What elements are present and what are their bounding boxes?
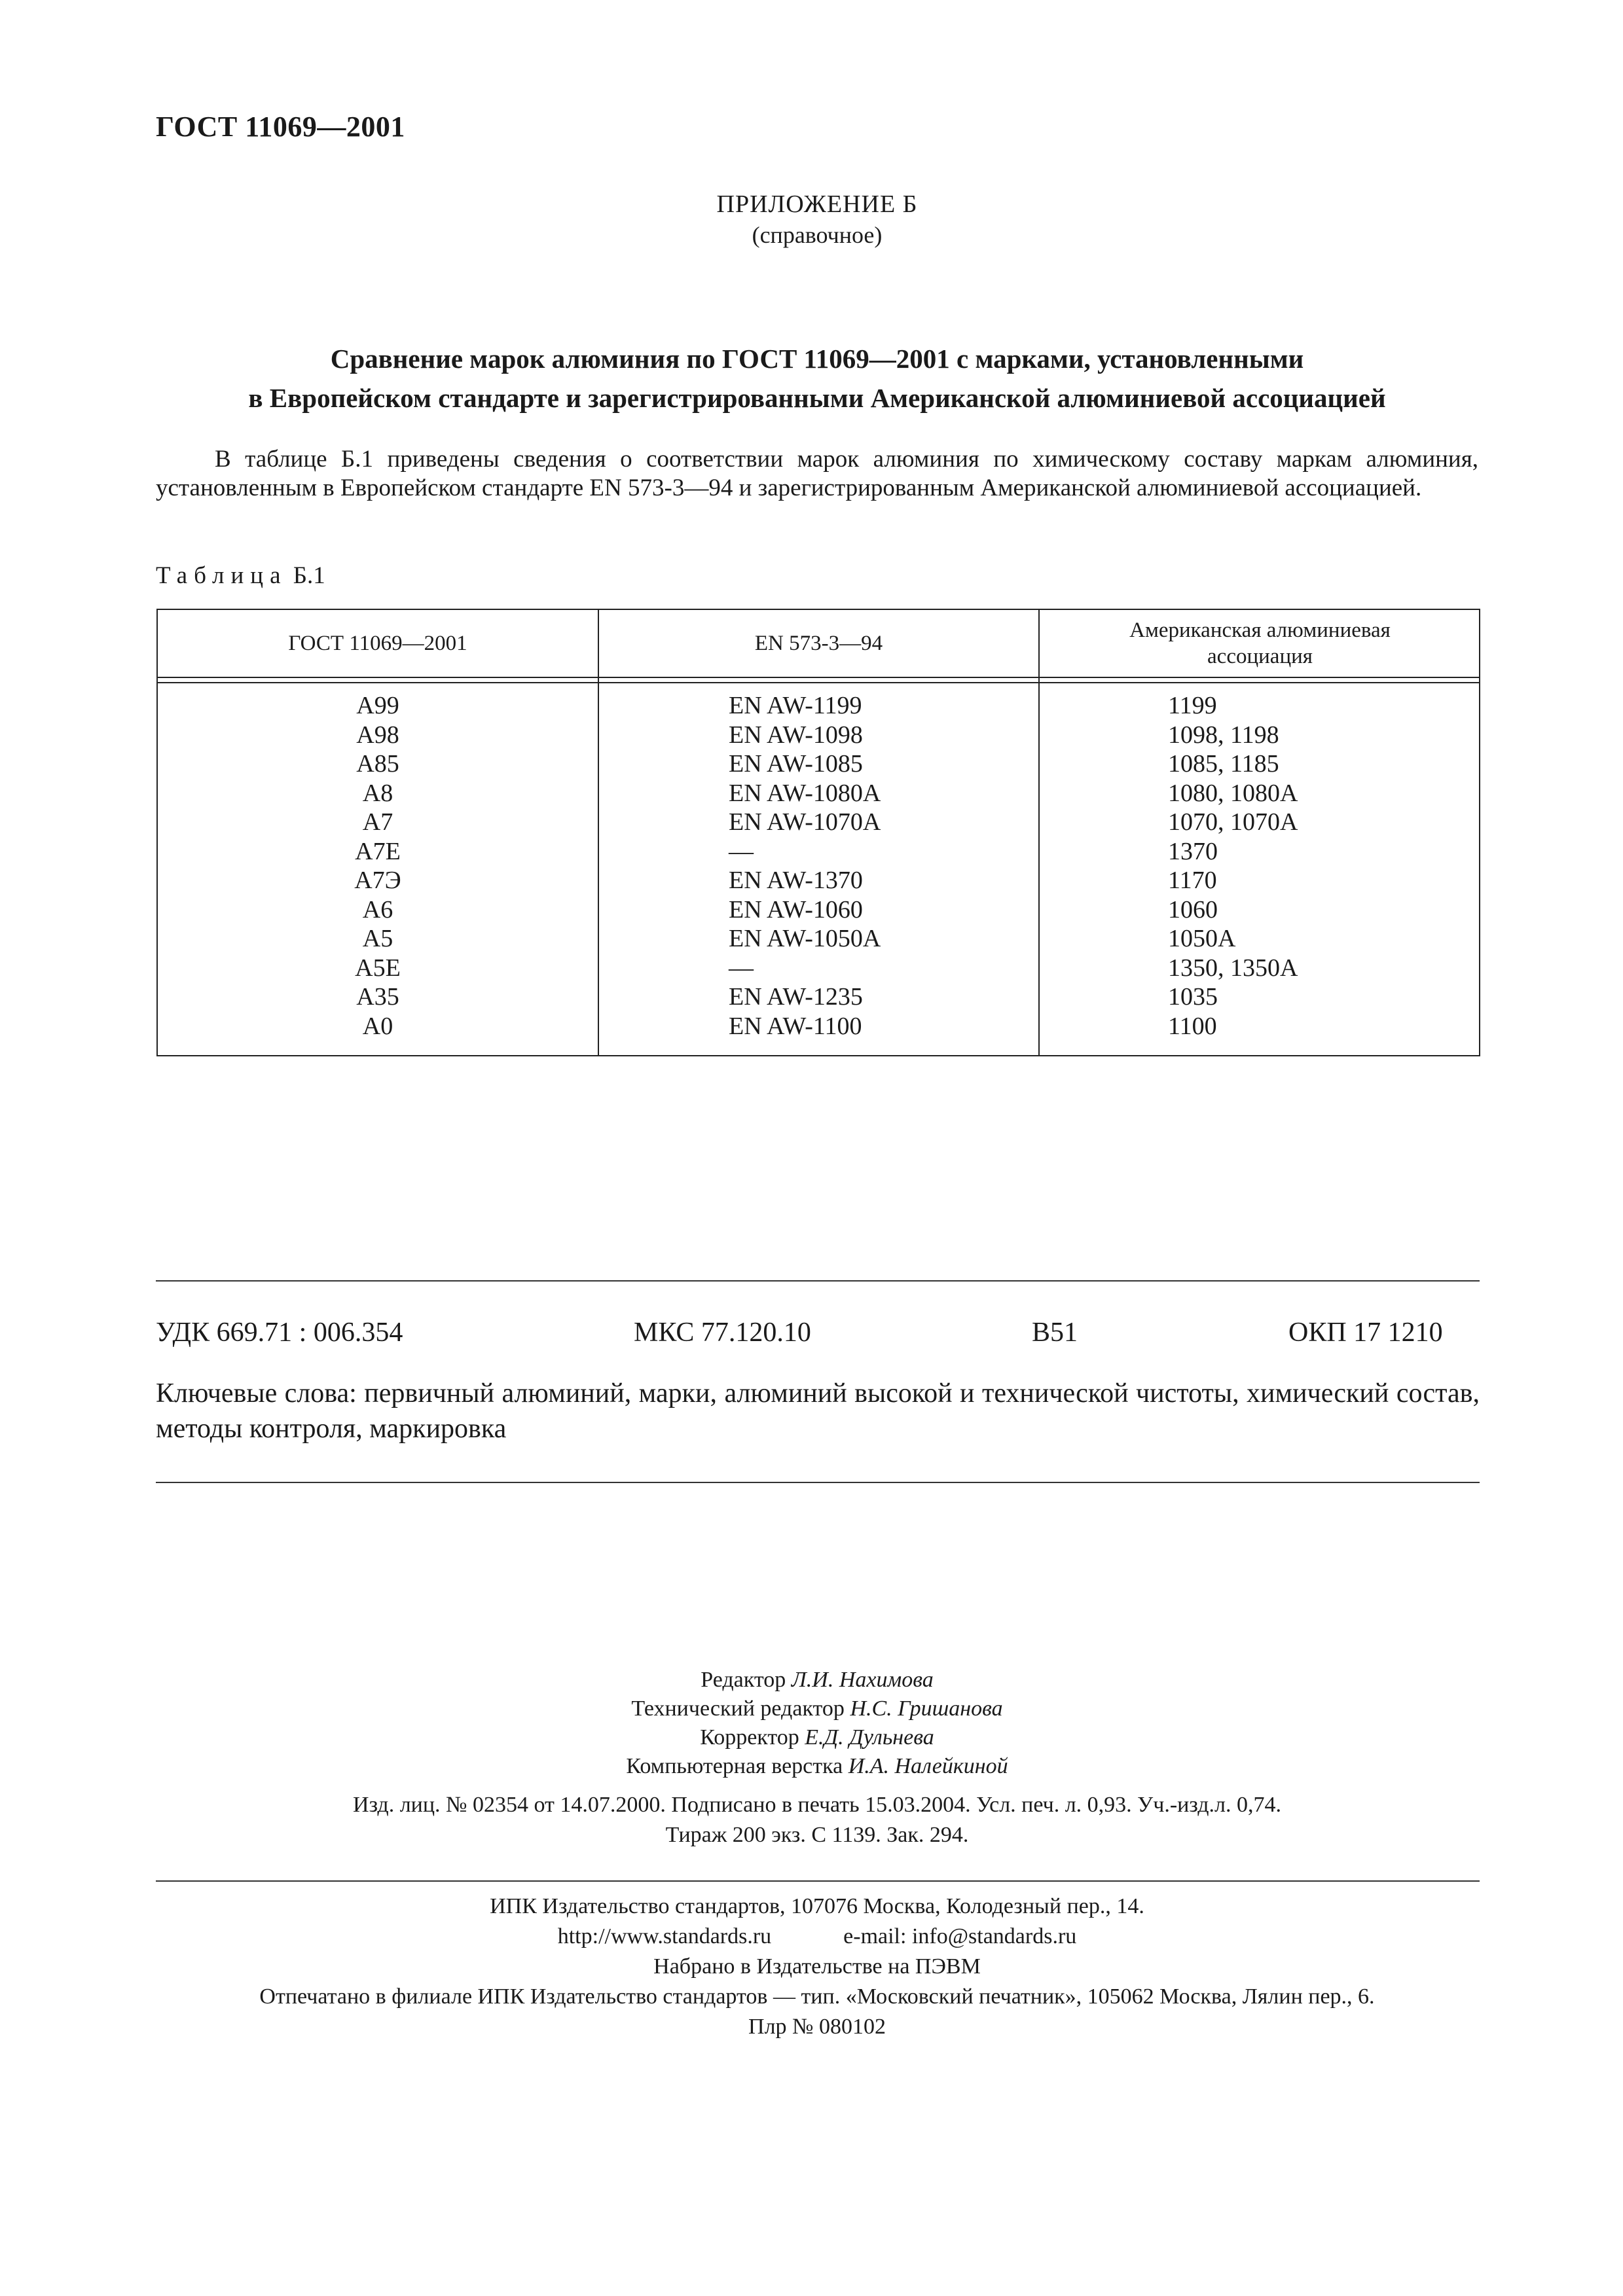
credit-line [156, 1666, 1478, 1695]
table-cell: А6 [362, 895, 393, 924]
table-cell: — [729, 954, 754, 982]
table-cell: 1350, 1350A [1168, 954, 1298, 982]
section-heading-line-1: Сравнение марок алюминия по ГОСТ 11069—2001 с марками, установленными [330, 344, 1304, 374]
table-cell: А0 [362, 1012, 393, 1040]
table-cell: А5Е [355, 954, 401, 982]
publisher-printed: Отпечатано в филиале ИПК Издательство стандартов — тип. «Московский печатник», 105062 Москва, Лялин пер., 6. [259, 1984, 1375, 2009]
table-cell: EN AW-1080A [729, 779, 881, 807]
table-cell: А85 [356, 750, 399, 778]
table-cell: EN AW-1100 [729, 1012, 862, 1040]
table-cell: 1170 [1168, 867, 1217, 894]
publisher-address: ИПК Издательство стандартов, 107076 Москва, Колодезный пер., 14. [490, 1894, 1144, 1918]
credit-role: Редактор [701, 1668, 786, 1692]
publisher-website: http://www.standards.ru [557, 1924, 772, 1948]
credit-name: Н.С. Гришанова [850, 1696, 1003, 1721]
group-code: В51 [1032, 1318, 1078, 1348]
table-header-aa [1040, 610, 1480, 677]
table-cell: А7 [362, 808, 393, 836]
credit-line [156, 1752, 1478, 1781]
publisher-block [156, 1892, 1478, 2042]
table-header-rule [158, 677, 1479, 678]
table-header-aa-text: Американская алюминиевая ассоциация [1129, 619, 1391, 668]
credit-name: И.А. Налейкиной [848, 1754, 1008, 1778]
table-column-gost [158, 691, 598, 1041]
table-cell: А99 [356, 692, 399, 719]
table-cell: А35 [356, 983, 399, 1011]
print-info [156, 1790, 1478, 1850]
table-header-gost: ГОСТ 11069—2001 [288, 632, 467, 655]
section-heading [156, 339, 1478, 418]
table-cell: EN AW-1070A [729, 808, 881, 836]
table-header-rule [158, 682, 1479, 683]
credit-line [156, 1723, 1478, 1752]
credit-role: Компьютерная верстка [626, 1754, 843, 1778]
table-cell: EN AW-1235 [729, 983, 863, 1011]
publisher-contacts [156, 1922, 1478, 1952]
table-cell: А98 [356, 721, 399, 749]
publisher-typeset: Набрано в Издательстве на ПЭВМ [653, 1954, 981, 1979]
table-caption [156, 562, 325, 590]
keywords: Ключевые слова: первичный алюминий, марки, алюминий высокой и технической чистоты, химический состав, методы контроля, маркировка [156, 1378, 1480, 1444]
table-caption-number: Б.1 [293, 562, 325, 589]
table-cell: EN AW-1199 [729, 692, 862, 719]
divider [156, 1482, 1480, 1483]
publisher-email: e-mail: info@standards.ru [843, 1924, 1077, 1948]
table-cell: 1098, 1198 [1168, 721, 1279, 749]
table-cell: 1085, 1185 [1168, 750, 1279, 778]
table-cell: 1370 [1168, 837, 1218, 865]
table-cell: А5 [362, 925, 393, 952]
table-cell: EN AW-1060 [729, 895, 863, 924]
mks-code: МКС 77.120.10 [634, 1318, 811, 1348]
credit-name: Л.И. Нахимова [791, 1668, 934, 1692]
credit-line [156, 1695, 1478, 1723]
print-info-line-1: Изд. лиц. № 02354 от 14.07.2000. Подписано в печать 15.03.2004. Усл. печ. л. 0,93. Уч.-изд.л. 0,74. [353, 1793, 1281, 1817]
divider [156, 1880, 1480, 1882]
table-caption-word: Таблица [156, 562, 287, 589]
document-code: ГОСТ 11069—2001 [156, 111, 405, 143]
credit-role: Технический редактор [631, 1696, 845, 1721]
appendix-title: ПРИЛОЖЕНИЕ Б [716, 190, 918, 218]
table-cell: EN AW-1370 [729, 867, 863, 894]
credit-role: Корректор [700, 1725, 799, 1749]
intro-paragraph: В таблице Б.1 приведены сведения о соответствии марок алюминия по химическому составу маркам алюминия, установленным в Европейском стандарте EN 573-3—94 и зарегистрированным Американской алюминиевой ассоциацией. [156, 446, 1478, 501]
udk-code: УДК 669.71 : 006.354 [156, 1318, 403, 1348]
grades-table [156, 609, 1480, 1056]
table-cell: А7Е [355, 837, 401, 865]
publisher-license: Плр № 080102 [748, 2015, 886, 2039]
table-cell: 1035 [1168, 983, 1218, 1011]
table-cell: 1050A [1168, 925, 1236, 952]
table-cell: EN AW-1050A [729, 925, 881, 952]
table-cell: EN AW-1085 [729, 750, 863, 778]
table-cell: EN AW-1098 [729, 721, 863, 749]
table-cell: 1070, 1070A [1168, 808, 1298, 836]
section-heading-line-2: в Европейском стандарте и зарегистрированными Американской алюминиевой ассоциацией [248, 383, 1386, 413]
table-cell: 1100 [1168, 1012, 1217, 1040]
table-column-en [729, 691, 881, 1041]
divider [156, 1280, 1480, 1282]
table-cell: А8 [362, 779, 393, 807]
credit-name: Е.Д. Дульнева [805, 1725, 934, 1749]
table-cell: 1199 [1168, 692, 1217, 719]
table-cell: 1080, 1080A [1168, 779, 1298, 807]
print-info-line-2: Тираж 200 экз. С 1139. Зак. 294. [665, 1823, 969, 1847]
table-column-aa [1168, 691, 1298, 1041]
table-cell: 1060 [1168, 895, 1218, 924]
credits-block [156, 1666, 1478, 1781]
okp-code: ОКП 17 1210 [1288, 1318, 1443, 1348]
table-header-en: EN 573-3—94 [754, 632, 883, 655]
table-cell: — [729, 837, 754, 865]
appendix-subtitle: (справочное) [752, 222, 883, 248]
table-cell: А7Э [354, 867, 401, 894]
